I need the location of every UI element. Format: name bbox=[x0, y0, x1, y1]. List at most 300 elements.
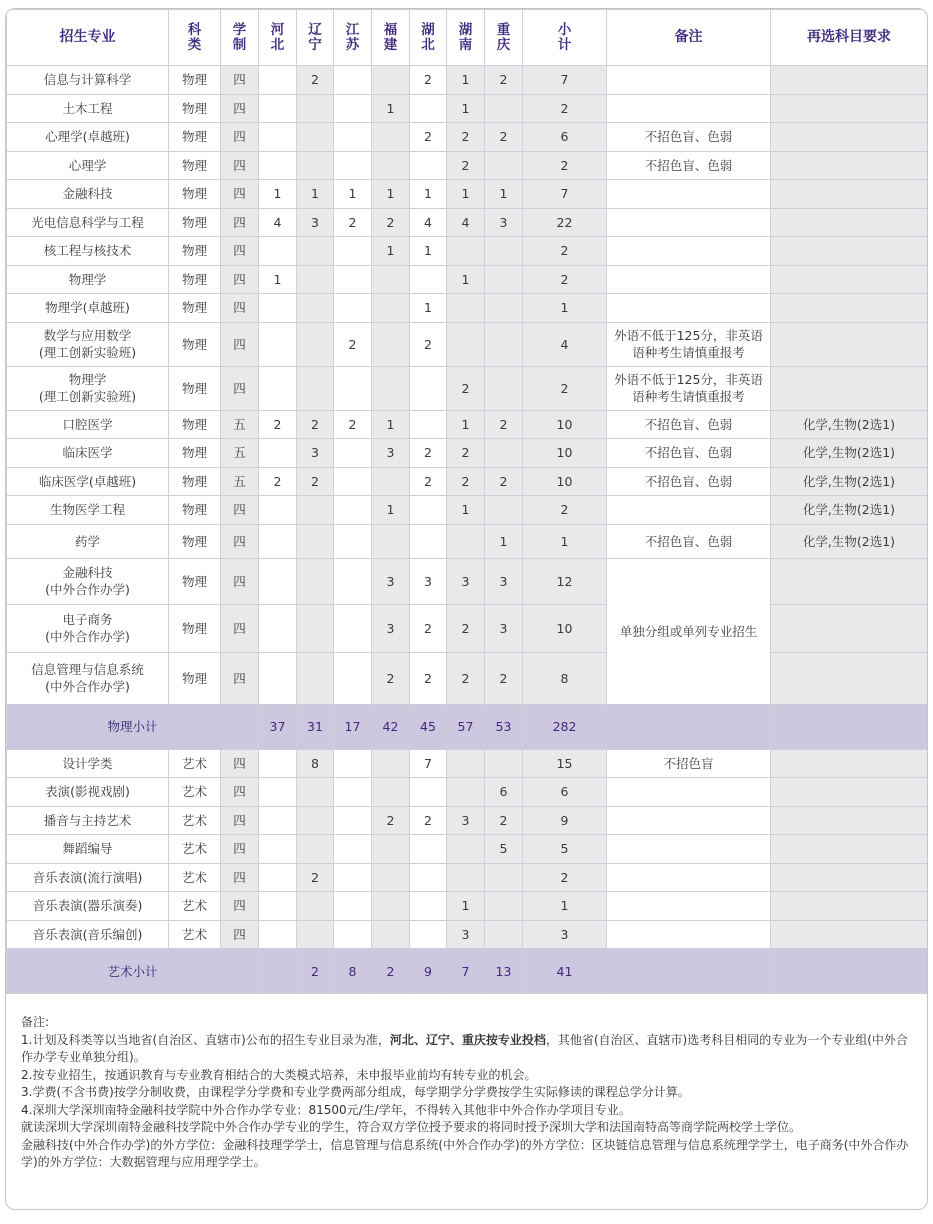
major-cell: 物理学(卓越班) bbox=[7, 294, 169, 323]
count-hunan bbox=[447, 863, 485, 892]
subtotal-count-liaoning: 2 bbox=[297, 949, 334, 994]
category-cell: 物理 bbox=[169, 322, 221, 366]
count-hubei bbox=[410, 151, 447, 180]
count-chongqing: 5 bbox=[485, 835, 523, 864]
count-chongqing: 2 bbox=[485, 66, 523, 95]
duration-cell: 四 bbox=[221, 294, 259, 323]
major-cell: 舞蹈编导 bbox=[7, 835, 169, 864]
count-hebei bbox=[259, 123, 297, 152]
count-jiangsu bbox=[334, 237, 372, 266]
count-liaoning bbox=[297, 151, 334, 180]
count-hubei: 2 bbox=[410, 604, 447, 652]
category-cell: 物理 bbox=[169, 558, 221, 604]
subtotal-cell: 9 bbox=[523, 806, 607, 835]
subtotal-cell: 6 bbox=[523, 778, 607, 807]
count-fujian: 3 bbox=[372, 604, 410, 652]
duration-cell: 四 bbox=[221, 604, 259, 652]
duration-cell: 四 bbox=[221, 366, 259, 410]
count-chongqing bbox=[485, 749, 523, 778]
major-cell: 音乐表演(流行演唱) bbox=[7, 863, 169, 892]
count-hubei: 2 bbox=[410, 439, 447, 468]
reselect-cell bbox=[771, 180, 928, 209]
count-fujian: 1 bbox=[372, 180, 410, 209]
note-3: 3.学费(不含书费)按学分制收费，由课程学分学费和专业学费两部分组成，每学期学分学费按学生实际修读的课程总学分计算。 bbox=[21, 1085, 690, 1099]
subtotal-cell: 2 bbox=[523, 863, 607, 892]
subtotal-cell: 2 bbox=[523, 496, 607, 525]
duration-cell: 四 bbox=[221, 180, 259, 209]
category-cell: 物理 bbox=[169, 439, 221, 468]
count-fujian bbox=[372, 265, 410, 294]
count-fujian bbox=[372, 835, 410, 864]
subtotal-count-fujian: 42 bbox=[372, 704, 410, 749]
category-cell: 艺术 bbox=[169, 806, 221, 835]
category-cell: 艺术 bbox=[169, 835, 221, 864]
subtotal-cell: 2 bbox=[523, 265, 607, 294]
category-cell: 艺术 bbox=[169, 892, 221, 921]
count-fujian bbox=[372, 778, 410, 807]
count-jiangsu bbox=[334, 558, 372, 604]
count-liaoning bbox=[297, 604, 334, 652]
reselect-cell bbox=[771, 835, 928, 864]
count-jiangsu bbox=[334, 151, 372, 180]
header-province-hebei: 河 北 bbox=[259, 10, 297, 66]
count-liaoning: 3 bbox=[297, 439, 334, 468]
remark-cell bbox=[607, 863, 771, 892]
category-cell: 物理 bbox=[169, 604, 221, 652]
count-liaoning bbox=[297, 892, 334, 921]
reselect-cell bbox=[771, 237, 928, 266]
count-hunan: 1 bbox=[447, 66, 485, 95]
count-chongqing bbox=[485, 265, 523, 294]
count-hubei bbox=[410, 524, 447, 558]
count-chongqing: 3 bbox=[485, 208, 523, 237]
remark-cell: 不招色盲、色弱 bbox=[607, 524, 771, 558]
reselect-cell bbox=[771, 778, 928, 807]
subtotal-cell: 3 bbox=[523, 920, 607, 949]
reselect-cell: 化学,生物(2选1) bbox=[771, 410, 928, 439]
subtotal-count-jiangsu: 17 bbox=[334, 704, 372, 749]
note-6: 金融科技(中外合作办学)的外方学位：金融科技理学学士，信息管理与信息系统(中外合作办学)的外方学位：区块链信息管理与信息系统理学学士，电子商务(中外合作办学)的外方学位：大数据管理与应用理学学士。 bbox=[21, 1137, 909, 1169]
header-province-fujian: 福 建 bbox=[372, 10, 410, 66]
count-hebei bbox=[259, 294, 297, 323]
reselect-cell bbox=[771, 208, 928, 237]
remark-cell bbox=[607, 180, 771, 209]
count-chongqing bbox=[485, 920, 523, 949]
count-hebei: 4 bbox=[259, 208, 297, 237]
subtotal-cell: 10 bbox=[523, 604, 607, 652]
header-major: 招生专业 bbox=[7, 10, 169, 66]
table-row bbox=[7, 94, 928, 123]
major-cell: 电子商务 (中外合作办学) bbox=[7, 604, 169, 652]
count-chongqing bbox=[485, 366, 523, 410]
header-subtotal: 小 计 bbox=[523, 10, 607, 66]
count-liaoning bbox=[297, 778, 334, 807]
subtotal-cell: 2 bbox=[523, 237, 607, 266]
duration-cell: 四 bbox=[221, 66, 259, 95]
count-jiangsu bbox=[334, 652, 372, 704]
table-row bbox=[7, 208, 928, 237]
major-cell: 光电信息科学与工程 bbox=[7, 208, 169, 237]
category-cell: 艺术 bbox=[169, 778, 221, 807]
count-chongqing: 2 bbox=[485, 652, 523, 704]
remark-cell: 不招色盲、色弱 bbox=[607, 439, 771, 468]
count-liaoning: 3 bbox=[297, 208, 334, 237]
count-chongqing: 2 bbox=[485, 410, 523, 439]
count-hebei bbox=[259, 806, 297, 835]
count-hunan: 2 bbox=[447, 439, 485, 468]
count-hunan: 2 bbox=[447, 467, 485, 496]
reselect-cell bbox=[771, 652, 928, 704]
count-hebei bbox=[259, 863, 297, 892]
count-jiangsu bbox=[334, 749, 372, 778]
table-row bbox=[7, 237, 928, 266]
reselect-cell: 化学,生物(2选1) bbox=[771, 524, 928, 558]
count-hebei bbox=[259, 439, 297, 468]
header-province-liaoning: 辽 宁 bbox=[297, 10, 334, 66]
duration-cell: 五 bbox=[221, 439, 259, 468]
note-2: 2.按专业招生，按通识教育与专业教育相结合的大类模式培养，未申报毕业前均有转专业的机会。 bbox=[21, 1067, 537, 1082]
count-fujian bbox=[372, 749, 410, 778]
subtotal-count-hubei: 45 bbox=[410, 704, 447, 749]
reselect-cell bbox=[771, 366, 928, 410]
remark-cell bbox=[607, 835, 771, 864]
duration-cell: 四 bbox=[221, 652, 259, 704]
count-hunan: 2 bbox=[447, 123, 485, 152]
remark-cell: 外语不低于125分，非英语 语种考生请慎重报考 bbox=[607, 366, 771, 410]
count-hunan: 1 bbox=[447, 265, 485, 294]
subtotal-cell: 10 bbox=[523, 439, 607, 468]
count-fujian: 2 bbox=[372, 208, 410, 237]
reselect-cell: 化学,生物(2选1) bbox=[771, 496, 928, 525]
reselect-cell bbox=[771, 806, 928, 835]
subtotal-cell: 6 bbox=[523, 123, 607, 152]
reselect-cell bbox=[771, 558, 928, 604]
count-hunan: 1 bbox=[447, 180, 485, 209]
subtotal-count-hunan: 7 bbox=[447, 949, 485, 994]
count-fujian: 2 bbox=[372, 652, 410, 704]
count-hunan: 1 bbox=[447, 496, 485, 525]
remark-cell bbox=[607, 237, 771, 266]
count-chongqing: 2 bbox=[485, 123, 523, 152]
count-hebei: 1 bbox=[259, 265, 297, 294]
count-hubei: 2 bbox=[410, 652, 447, 704]
count-hunan: 4 bbox=[447, 208, 485, 237]
count-hubei bbox=[410, 265, 447, 294]
count-hebei bbox=[259, 778, 297, 807]
table-row bbox=[7, 496, 928, 525]
count-hubei: 2 bbox=[410, 123, 447, 152]
count-jiangsu bbox=[334, 835, 372, 864]
table-row bbox=[7, 806, 928, 835]
count-fujian: 1 bbox=[372, 410, 410, 439]
subtotal-count-hebei: 37 bbox=[259, 704, 297, 749]
count-jiangsu bbox=[334, 366, 372, 410]
count-chongqing: 3 bbox=[485, 558, 523, 604]
subtotal-cell: 7 bbox=[523, 66, 607, 95]
category-cell: 物理 bbox=[169, 151, 221, 180]
count-hunan bbox=[447, 749, 485, 778]
count-hebei bbox=[259, 558, 297, 604]
remark-cell bbox=[607, 265, 771, 294]
subtotal-cell: 4 bbox=[523, 322, 607, 366]
duration-cell: 四 bbox=[221, 558, 259, 604]
count-hunan: 1 bbox=[447, 410, 485, 439]
count-liaoning bbox=[297, 237, 334, 266]
count-hebei bbox=[259, 749, 297, 778]
count-chongqing bbox=[485, 863, 523, 892]
remark-cell: 不招色盲 bbox=[607, 749, 771, 778]
count-chongqing bbox=[485, 94, 523, 123]
subtotal-cell: 10 bbox=[523, 410, 607, 439]
count-liaoning bbox=[297, 558, 334, 604]
count-hunan: 2 bbox=[447, 604, 485, 652]
subtotal-row bbox=[7, 704, 928, 749]
table-row bbox=[7, 180, 928, 209]
count-fujian: 1 bbox=[372, 237, 410, 266]
major-cell: 设计学类 bbox=[7, 749, 169, 778]
header-category: 科 类 bbox=[169, 10, 221, 66]
table-row bbox=[7, 366, 928, 410]
count-hebei bbox=[259, 366, 297, 410]
count-hebei: 1 bbox=[259, 180, 297, 209]
remark-cell: 不招色盲、色弱 bbox=[607, 123, 771, 152]
count-hubei bbox=[410, 863, 447, 892]
count-chongqing: 2 bbox=[485, 467, 523, 496]
count-hubei bbox=[410, 835, 447, 864]
category-cell: 物理 bbox=[169, 366, 221, 410]
count-liaoning: 8 bbox=[297, 749, 334, 778]
count-jiangsu bbox=[334, 265, 372, 294]
reselect-cell: 化学,生物(2选1) bbox=[771, 467, 928, 496]
count-liaoning bbox=[297, 265, 334, 294]
count-fujian bbox=[372, 322, 410, 366]
count-hubei bbox=[410, 892, 447, 921]
category-cell: 物理 bbox=[169, 180, 221, 209]
count-liaoning bbox=[297, 123, 334, 152]
count-fujian bbox=[372, 123, 410, 152]
remark-cell bbox=[607, 496, 771, 525]
table-row bbox=[7, 652, 928, 704]
duration-cell: 四 bbox=[221, 237, 259, 266]
count-hebei bbox=[259, 920, 297, 949]
table-row bbox=[7, 749, 928, 778]
major-cell: 药学 bbox=[7, 524, 169, 558]
subtotal-count-liaoning: 31 bbox=[297, 704, 334, 749]
count-chongqing bbox=[485, 322, 523, 366]
category-cell: 物理 bbox=[169, 265, 221, 294]
count-hebei bbox=[259, 237, 297, 266]
subtotal-count-hunan: 57 bbox=[447, 704, 485, 749]
count-liaoning bbox=[297, 920, 334, 949]
reselect-cell bbox=[771, 920, 928, 949]
count-liaoning bbox=[297, 322, 334, 366]
subtotal-cell: 2 bbox=[523, 151, 607, 180]
subtotal-cell: 5 bbox=[523, 835, 607, 864]
count-fujian: 1 bbox=[372, 496, 410, 525]
subtotal-cell: 1 bbox=[523, 892, 607, 921]
count-hunan bbox=[447, 237, 485, 266]
duration-cell: 四 bbox=[221, 806, 259, 835]
count-hebei: 2 bbox=[259, 467, 297, 496]
count-liaoning bbox=[297, 366, 334, 410]
major-cell: 表演(影视戏剧) bbox=[7, 778, 169, 807]
count-liaoning bbox=[297, 806, 334, 835]
major-cell: 土木工程 bbox=[7, 94, 169, 123]
count-hebei bbox=[259, 322, 297, 366]
count-hunan: 3 bbox=[447, 806, 485, 835]
table-row bbox=[7, 604, 928, 652]
reselect-cell bbox=[771, 322, 928, 366]
count-hubei: 1 bbox=[410, 237, 447, 266]
count-hubei: 1 bbox=[410, 180, 447, 209]
remark-cell: 不招色盲、色弱 bbox=[607, 151, 771, 180]
subtotal-total: 41 bbox=[523, 949, 607, 994]
count-liaoning bbox=[297, 835, 334, 864]
duration-cell: 四 bbox=[221, 524, 259, 558]
count-jiangsu bbox=[334, 920, 372, 949]
subtotal-cell: 1 bbox=[523, 294, 607, 323]
subtotal-cell: 22 bbox=[523, 208, 607, 237]
count-hebei bbox=[259, 652, 297, 704]
count-jiangsu: 2 bbox=[334, 208, 372, 237]
duration-cell: 四 bbox=[221, 749, 259, 778]
count-chongqing bbox=[485, 892, 523, 921]
remark-cell bbox=[607, 66, 771, 95]
reselect-cell bbox=[771, 863, 928, 892]
category-cell: 物理 bbox=[169, 410, 221, 439]
count-hunan bbox=[447, 835, 485, 864]
count-fujian bbox=[372, 863, 410, 892]
count-liaoning bbox=[297, 294, 334, 323]
table-row bbox=[7, 265, 928, 294]
reselect-cell: 化学,生物(2选1) bbox=[771, 439, 928, 468]
count-fujian bbox=[372, 892, 410, 921]
subtotal-cell: 2 bbox=[523, 366, 607, 410]
remark-cell: 不招色盲、色弱 bbox=[607, 467, 771, 496]
count-hunan: 1 bbox=[447, 94, 485, 123]
subtotal-cell: 1 bbox=[523, 524, 607, 558]
count-fujian: 1 bbox=[372, 94, 410, 123]
category-cell: 物理 bbox=[169, 123, 221, 152]
count-jiangsu: 2 bbox=[334, 322, 372, 366]
remark-cell bbox=[607, 208, 771, 237]
reselect-cell bbox=[771, 604, 928, 652]
count-hebei: 2 bbox=[259, 410, 297, 439]
count-liaoning bbox=[297, 496, 334, 525]
reselect-cell bbox=[771, 94, 928, 123]
reselect-cell bbox=[771, 123, 928, 152]
reselect-cell bbox=[771, 294, 928, 323]
category-cell: 物理 bbox=[169, 94, 221, 123]
subtotal-reselect bbox=[771, 704, 928, 749]
count-hebei bbox=[259, 892, 297, 921]
subtotal-count-chongqing: 13 bbox=[485, 949, 523, 994]
major-cell: 金融科技 (中外合作办学) bbox=[7, 558, 169, 604]
major-cell: 临床医学 bbox=[7, 439, 169, 468]
count-jiangsu bbox=[334, 294, 372, 323]
subtotal-cell: 15 bbox=[523, 749, 607, 778]
count-jiangsu bbox=[334, 66, 372, 95]
count-jiangsu bbox=[334, 439, 372, 468]
count-jiangsu bbox=[334, 806, 372, 835]
remark-cell bbox=[607, 920, 771, 949]
notes-title: 备注: bbox=[21, 1015, 50, 1029]
duration-cell: 四 bbox=[221, 778, 259, 807]
subtotal-count-hebei bbox=[259, 949, 297, 994]
table-row bbox=[7, 439, 928, 468]
major-cell: 音乐表演(器乐演奏) bbox=[7, 892, 169, 921]
duration-cell: 四 bbox=[221, 94, 259, 123]
header-province-hunan: 湖 南 bbox=[447, 10, 485, 66]
count-hubei: 2 bbox=[410, 467, 447, 496]
count-hebei bbox=[259, 66, 297, 95]
table-row bbox=[7, 151, 928, 180]
count-liaoning: 2 bbox=[297, 863, 334, 892]
duration-cell: 四 bbox=[221, 835, 259, 864]
reselect-cell bbox=[771, 892, 928, 921]
count-chongqing: 2 bbox=[485, 806, 523, 835]
table-body bbox=[7, 66, 928, 994]
category-cell: 物理 bbox=[169, 66, 221, 95]
reselect-cell bbox=[771, 151, 928, 180]
major-cell: 核工程与核技术 bbox=[7, 237, 169, 266]
table-row bbox=[7, 892, 928, 921]
duration-cell: 四 bbox=[221, 863, 259, 892]
count-liaoning: 1 bbox=[297, 180, 334, 209]
count-hunan: 2 bbox=[447, 652, 485, 704]
duration-cell: 四 bbox=[221, 151, 259, 180]
count-fujian bbox=[372, 920, 410, 949]
major-cell: 数学与应用数学 (理工创新实验班) bbox=[7, 322, 169, 366]
header-reselect: 再选科目要求 bbox=[771, 10, 928, 66]
table-row bbox=[7, 778, 928, 807]
count-fujian bbox=[372, 151, 410, 180]
major-cell: 音乐表演(音乐编创) bbox=[7, 920, 169, 949]
notes-section bbox=[6, 994, 927, 1172]
count-fujian: 3 bbox=[372, 439, 410, 468]
remark-cell: 单独分组或单列专业招生 bbox=[607, 558, 771, 704]
header-province-hubei: 湖 北 bbox=[410, 10, 447, 66]
remark-cell bbox=[607, 892, 771, 921]
subtotal-total: 282 bbox=[523, 704, 607, 749]
header-row bbox=[7, 10, 928, 66]
count-liaoning bbox=[297, 524, 334, 558]
table-row bbox=[7, 920, 928, 949]
remark-cell bbox=[607, 778, 771, 807]
table-row bbox=[7, 558, 928, 604]
count-hebei bbox=[259, 604, 297, 652]
count-fujian: 2 bbox=[372, 806, 410, 835]
subtotal-remark bbox=[607, 704, 771, 749]
category-cell: 物理 bbox=[169, 467, 221, 496]
count-hubei: 3 bbox=[410, 558, 447, 604]
note-1: 1.计划及科类等以当地省(自治区、直辖市)公布的招生专业目录为准，河北、辽宁、重庆按专业投档，其他省(自治区、直辖市)选考科目相同的专业为一个专业组(中外合作办学专业单独分组)。 bbox=[21, 1032, 908, 1064]
count-fujian: 3 bbox=[372, 558, 410, 604]
major-cell: 口腔医学 bbox=[7, 410, 169, 439]
count-fujian bbox=[372, 366, 410, 410]
count-hubei: 7 bbox=[410, 749, 447, 778]
count-hubei bbox=[410, 920, 447, 949]
duration-cell: 四 bbox=[221, 920, 259, 949]
count-hebei bbox=[259, 151, 297, 180]
major-cell: 物理学 (理工创新实验班) bbox=[7, 366, 169, 410]
major-cell: 生物医学工程 bbox=[7, 496, 169, 525]
category-cell: 物理 bbox=[169, 524, 221, 558]
count-jiangsu: 1 bbox=[334, 180, 372, 209]
duration-cell: 四 bbox=[221, 322, 259, 366]
reselect-cell bbox=[771, 66, 928, 95]
subtotal-count-chongqing: 53 bbox=[485, 704, 523, 749]
